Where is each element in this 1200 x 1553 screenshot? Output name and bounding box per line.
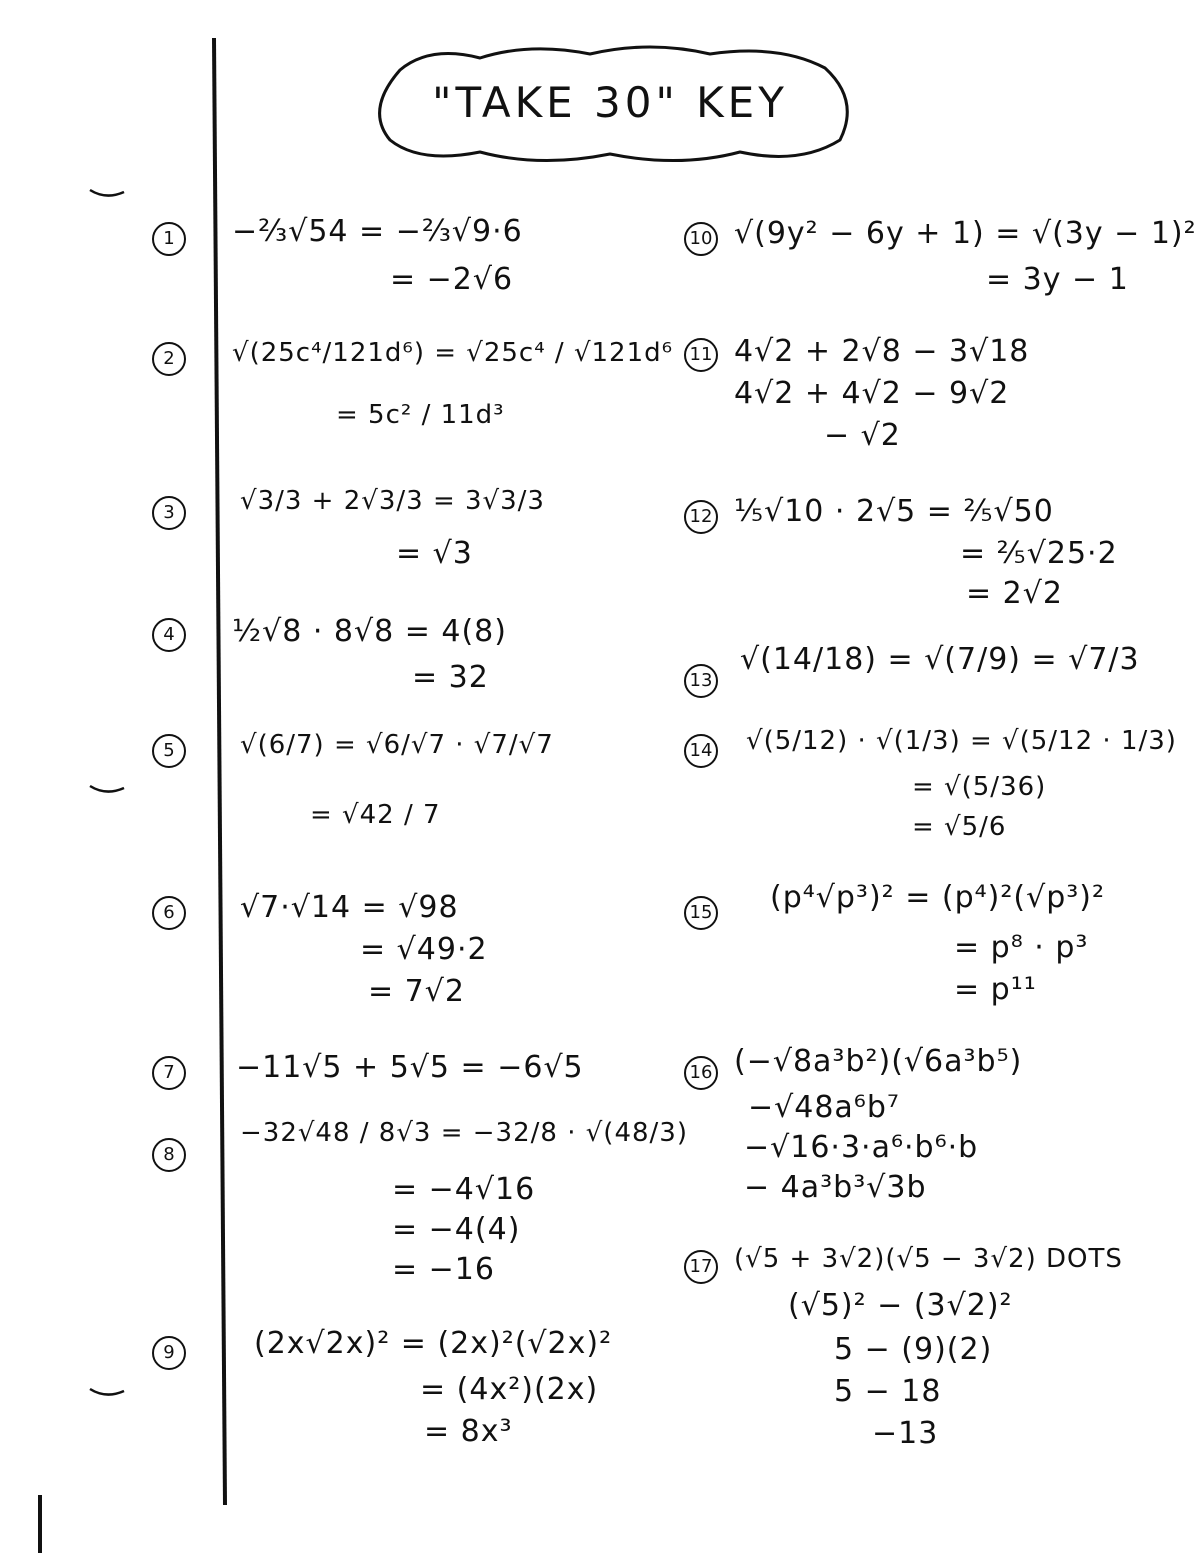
problem-2-line-1: √(25c⁴/121d⁶) = √25c⁴ / √121d⁶ [232,338,674,368]
problem-5-line-2: = √42 / 7 [310,800,441,830]
problem-1-line-1: −⅔√54 = −⅔√9·6 [232,214,523,249]
fold-mark-bottom [88,1385,128,1405]
problem-15-line-1: (p⁴√p³)² = (p⁴)²(√p³)² [770,880,1106,915]
problem-number: 16 [684,1056,718,1090]
problem-6-line-2: = √49·2 [360,932,488,967]
problem-12-line-3: = 2√2 [966,576,1063,611]
problem-7-line-1: −11√5 + 5√5 = −6√5 [236,1050,584,1085]
problem-6-line-1: √7·√14 = √98 [240,890,459,925]
fold-mark-top [88,186,128,206]
page-title: "TAKE 30" KEY [432,78,788,127]
problem-9-line-3: = 8x³ [424,1414,513,1449]
problem-number: 15 [684,896,718,930]
problem-15-line-2: = p⁸ · p³ [954,930,1089,965]
problem-number: 8 [152,1138,186,1172]
problem-17-line-5: −13 [872,1416,939,1451]
problem-13-line-1: √(14/18) = √(7/9) = √7/3 [740,642,1140,677]
problem-17-line-1: (√5 + 3√2)(√5 − 3√2) DOTS [734,1244,1123,1274]
problem-16-line-3: −√16·3·a⁶·b⁶·b [744,1130,979,1165]
problem-number: 13 [684,664,718,698]
problem-6-line-3: = 7√2 [368,974,465,1009]
problem-number: 12 [684,500,718,534]
problem-12-line-1: ⅕√10 · 2√5 = ⅖√50 [734,494,1054,529]
problem-number: 10 [684,222,718,256]
problem-9-line-2: = (4x²)(2x) [420,1372,599,1407]
problem-number: 1 [152,222,186,256]
problem-9-line-1: (2x√2x)² = (2x)²(√2x)² [254,1326,613,1361]
problem-11-line-3: − √2 [824,418,901,453]
problem-4-line-2: = 32 [412,660,489,695]
problem-17-line-2: (√5)² − (3√2)² [788,1288,1013,1323]
problem-number: 6 [152,896,186,930]
problem-16-line-1: (−√8a³b²)(√6a³b⁵) [734,1044,1023,1079]
problem-number: 3 [152,496,186,530]
problem-8-line-4: = −16 [392,1252,495,1287]
problem-16-line-4: − 4a³b³√3b [744,1170,927,1205]
problem-11-line-2: 4√2 + 4√2 − 9√2 [734,376,1010,411]
problem-12-line-2: = ⅖√25·2 [960,536,1118,571]
problem-3-line-1: √3/3 + 2√3/3 = 3√3/3 [240,486,545,516]
problem-8-line-1: −32√48 / 8√3 = −32/8 · √(48/3) [240,1118,688,1148]
problem-17-line-3: 5 − (9)(2) [834,1332,993,1367]
problem-15-line-3: = p¹¹ [954,972,1037,1007]
problem-11-line-1: 4√2 + 2√8 − 3√18 [734,334,1030,369]
problem-10-line-1: √(9y² − 6y + 1) = √(3y − 1)² [734,216,1197,251]
problem-5-line-1: √(6/7) = √6/√7 · √7/√7 [240,730,554,760]
problem-4-line-1: ½√8 · 8√8 = 4(8) [232,614,507,649]
problem-1-line-2: = −2√6 [390,262,514,297]
problem-number: 17 [684,1250,718,1284]
problem-8-line-3: = −4(4) [392,1212,521,1247]
problem-number: 9 [152,1336,186,1370]
fold-mark-middle [88,782,128,802]
problem-number: 7 [152,1056,186,1090]
problem-2-line-2: = 5c² / 11d³ [336,400,505,430]
problem-number: 2 [152,342,186,376]
problem-3-line-2: = √3 [396,536,473,571]
problem-14-line-2: = √(5/36) [912,772,1047,802]
problem-16-line-2: −√48a⁶b⁷ [748,1090,900,1125]
problem-14-line-3: = √5/6 [912,812,1007,842]
problem-number: 11 [684,338,718,372]
problem-14-line-1: √(5/12) · √(1/3) = √(5/12 · 1/3) [746,726,1177,756]
problem-number: 4 [152,618,186,652]
problem-number: 14 [684,734,718,768]
problem-17-line-4: 5 − 18 [834,1374,942,1409]
problem-number: 5 [152,734,186,768]
problem-8-line-2: = −4√16 [392,1172,536,1207]
problem-10-line-2: = 3y − 1 [986,262,1129,297]
